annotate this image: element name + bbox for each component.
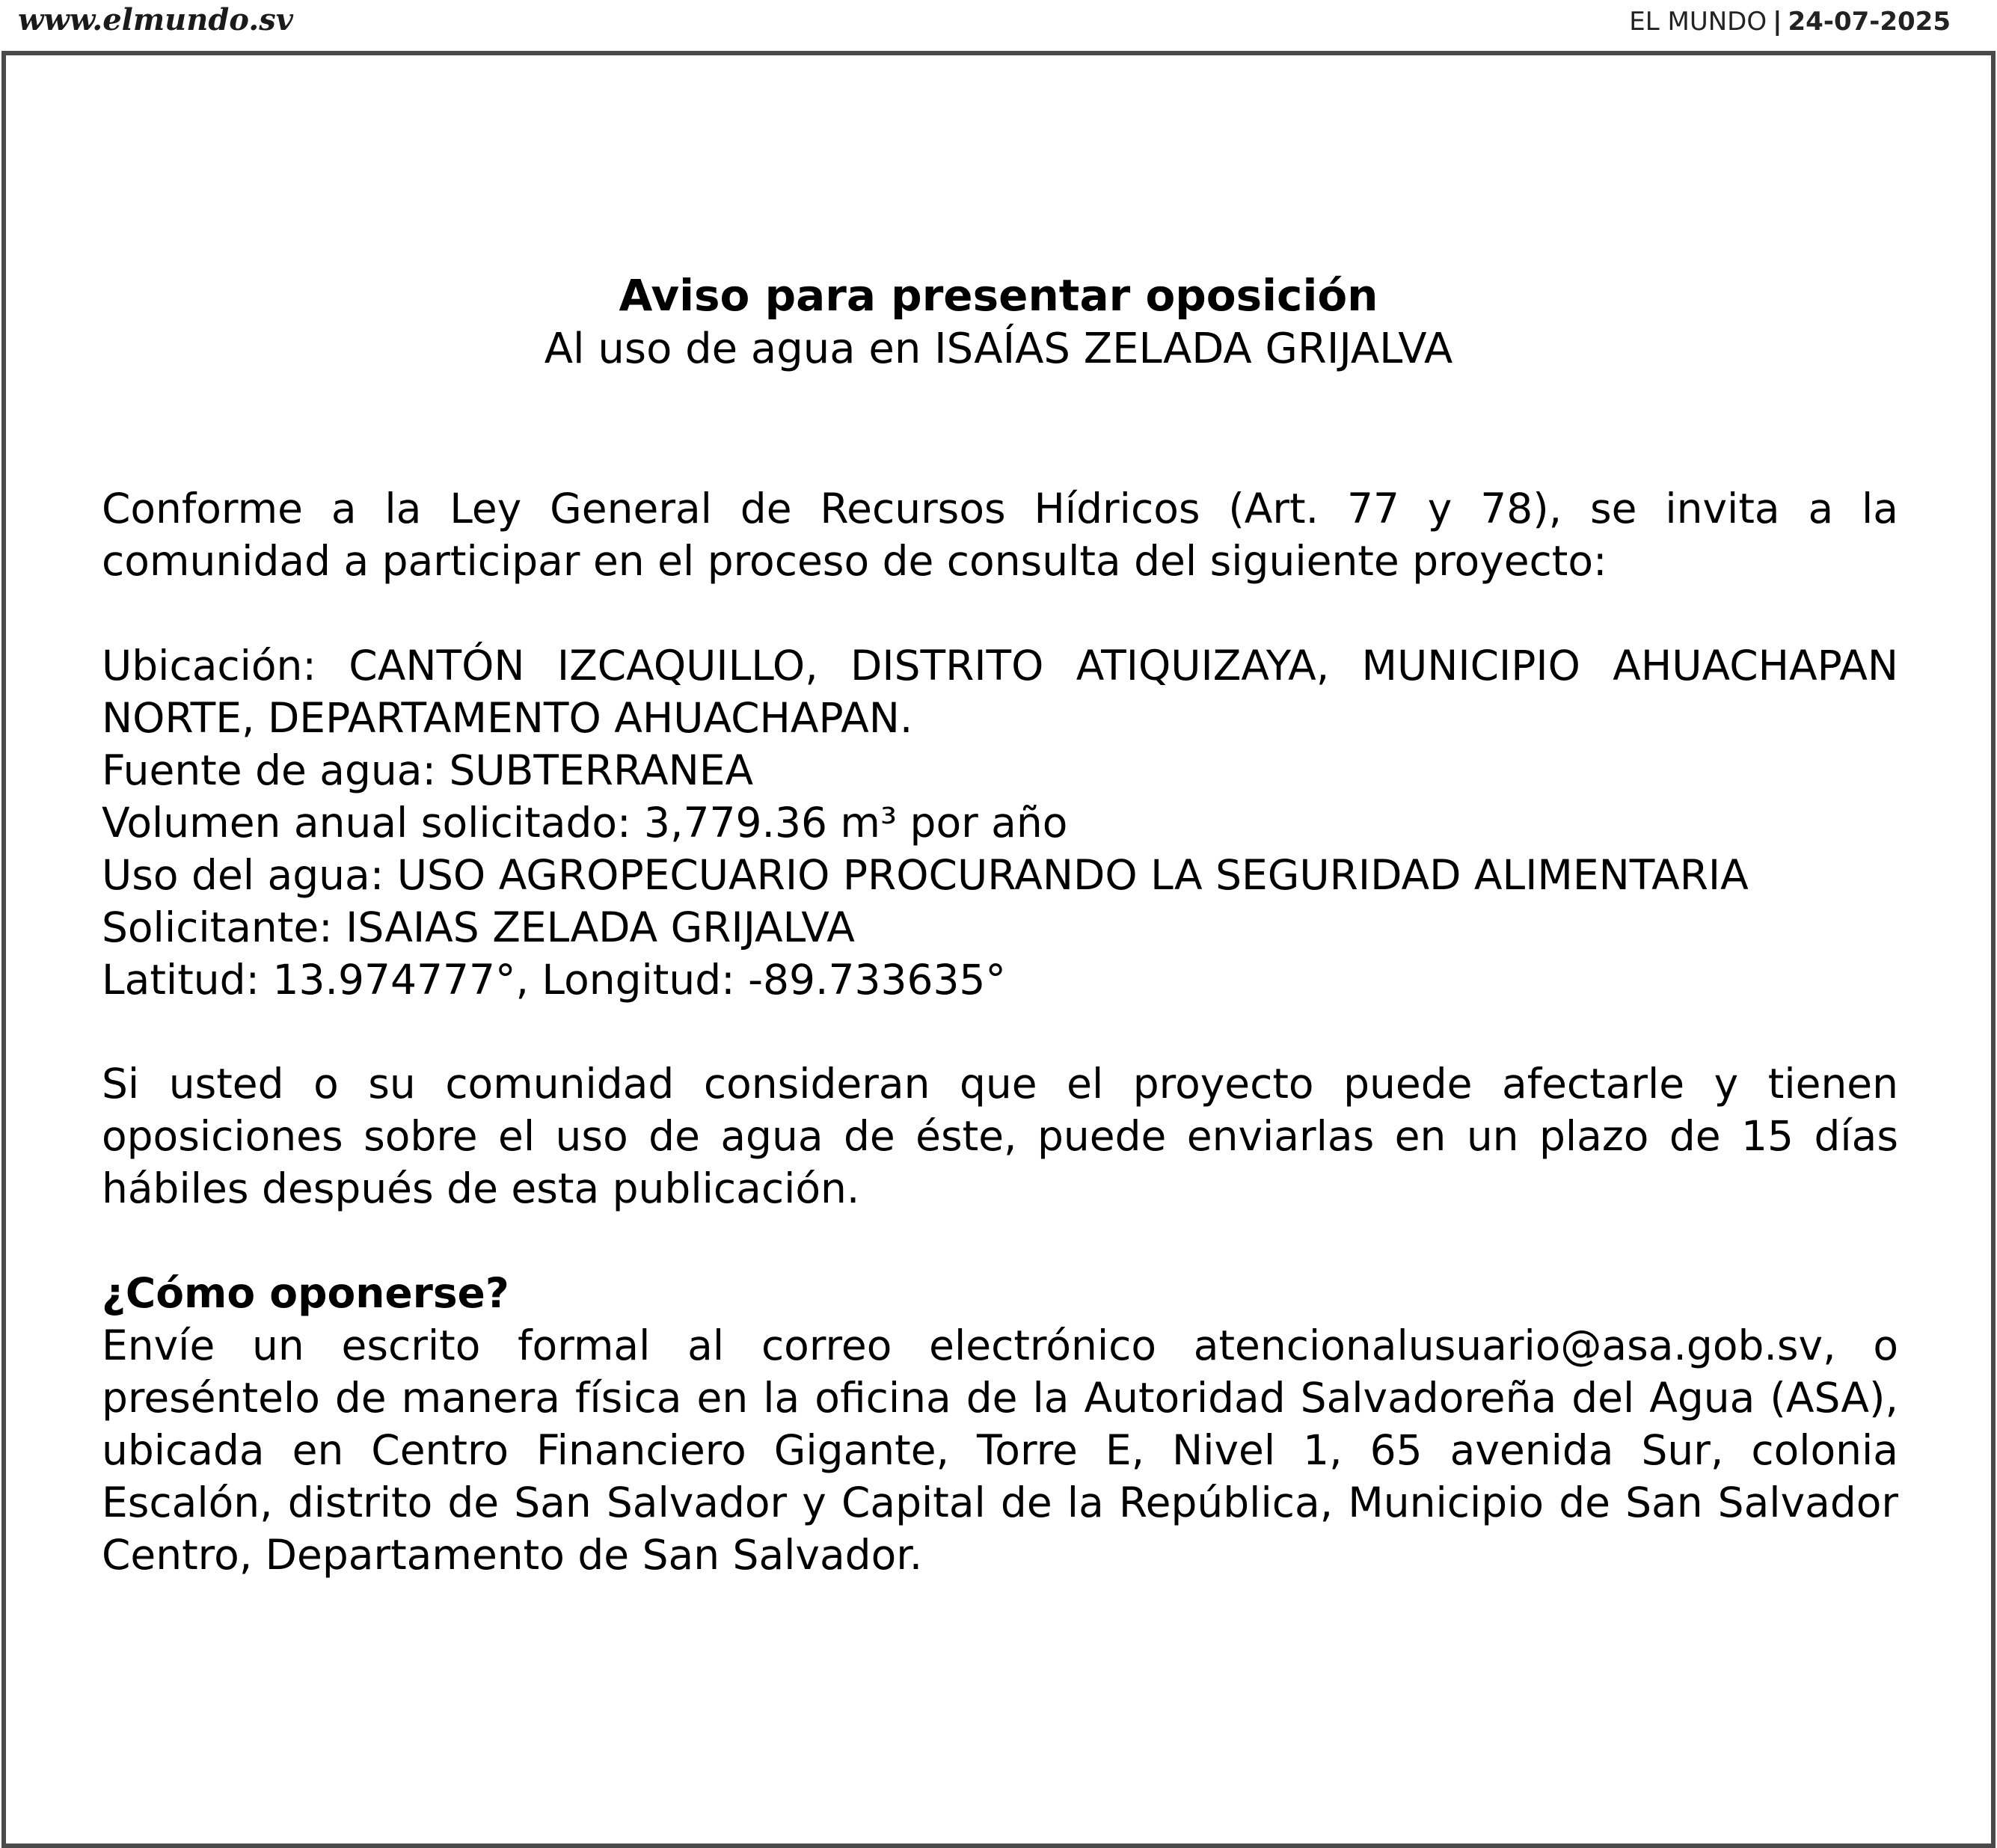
applicant-line: Solicitante: ISAIAS ZELADA GRIJALVA [102,903,855,951]
annual-volume-line: Volumen anual solicitado: 3,779.36 m³ por año [102,799,1068,847]
publication-date: 24-07-2025 [1788,7,1951,37]
paper-name: EL MUNDO [1629,7,1767,37]
header-separator: | [1773,7,1782,37]
notice-title: Aviso para presentar oposición [619,270,1378,321]
opposition-paragraph: Si usted o su comunidad consideran que el proyecto puede afectarle y tienen oposiciones sobre el uso de agua de éste, puede enviarlas en un plazo de 15 días hábiles después de esta publicación. [102,1060,1898,1212]
notice-subtitle: Al uso de agua en ISAÍAS ZELADA GRIJALVA [544,325,1453,373]
publication-info [1629,4,1951,39]
project-details [102,639,1898,1006]
water-source-line: Fuente de agua: SUBTERRANEA [102,746,754,794]
coordinates-line: Latitud: 13.974777°, Longitud: -89.733635° [102,956,1006,1004]
site-url: www.elmundo.sv [18,2,293,37]
howto-heading: ¿Cómo oponerse? [102,1269,509,1317]
location-line: Ubicación: CANTÓN IZCAQUILLO, DISTRITO ATIQUIZAYA, MUNICIPIO AHUACHAPAN NORTE, DEPARTAMENTO AHUACHAPAN. [102,642,1898,742]
water-use-line: Uso del agua: USO AGROPECUARIO PROCURANDO LA SEGURIDAD ALIMENTARIA [102,851,1749,899]
intro-paragraph: Conforme a la Ley General de Recursos Hídricos (Art. 77 y 78), se invita a la comunidad a participar en el proceso de consulta del siguiente proyecto: [102,485,1898,585]
howto-paragraph: Envíe un escrito formal al correo electrónico atencionalusuario@asa.gob.sv, o preséntelo de manera física en la oficina de la Autoridad Salvadoreña del Agua (ASA), ubicada en Centro Financiero Gigante, Torre E, Nivel 1, 65 avenida Sur, colonia Escalón, distrito de San Salvador y Capital de la República, Municipio de San Salvador Centro, Departamento de San Salvador. [102,1321,1898,1579]
